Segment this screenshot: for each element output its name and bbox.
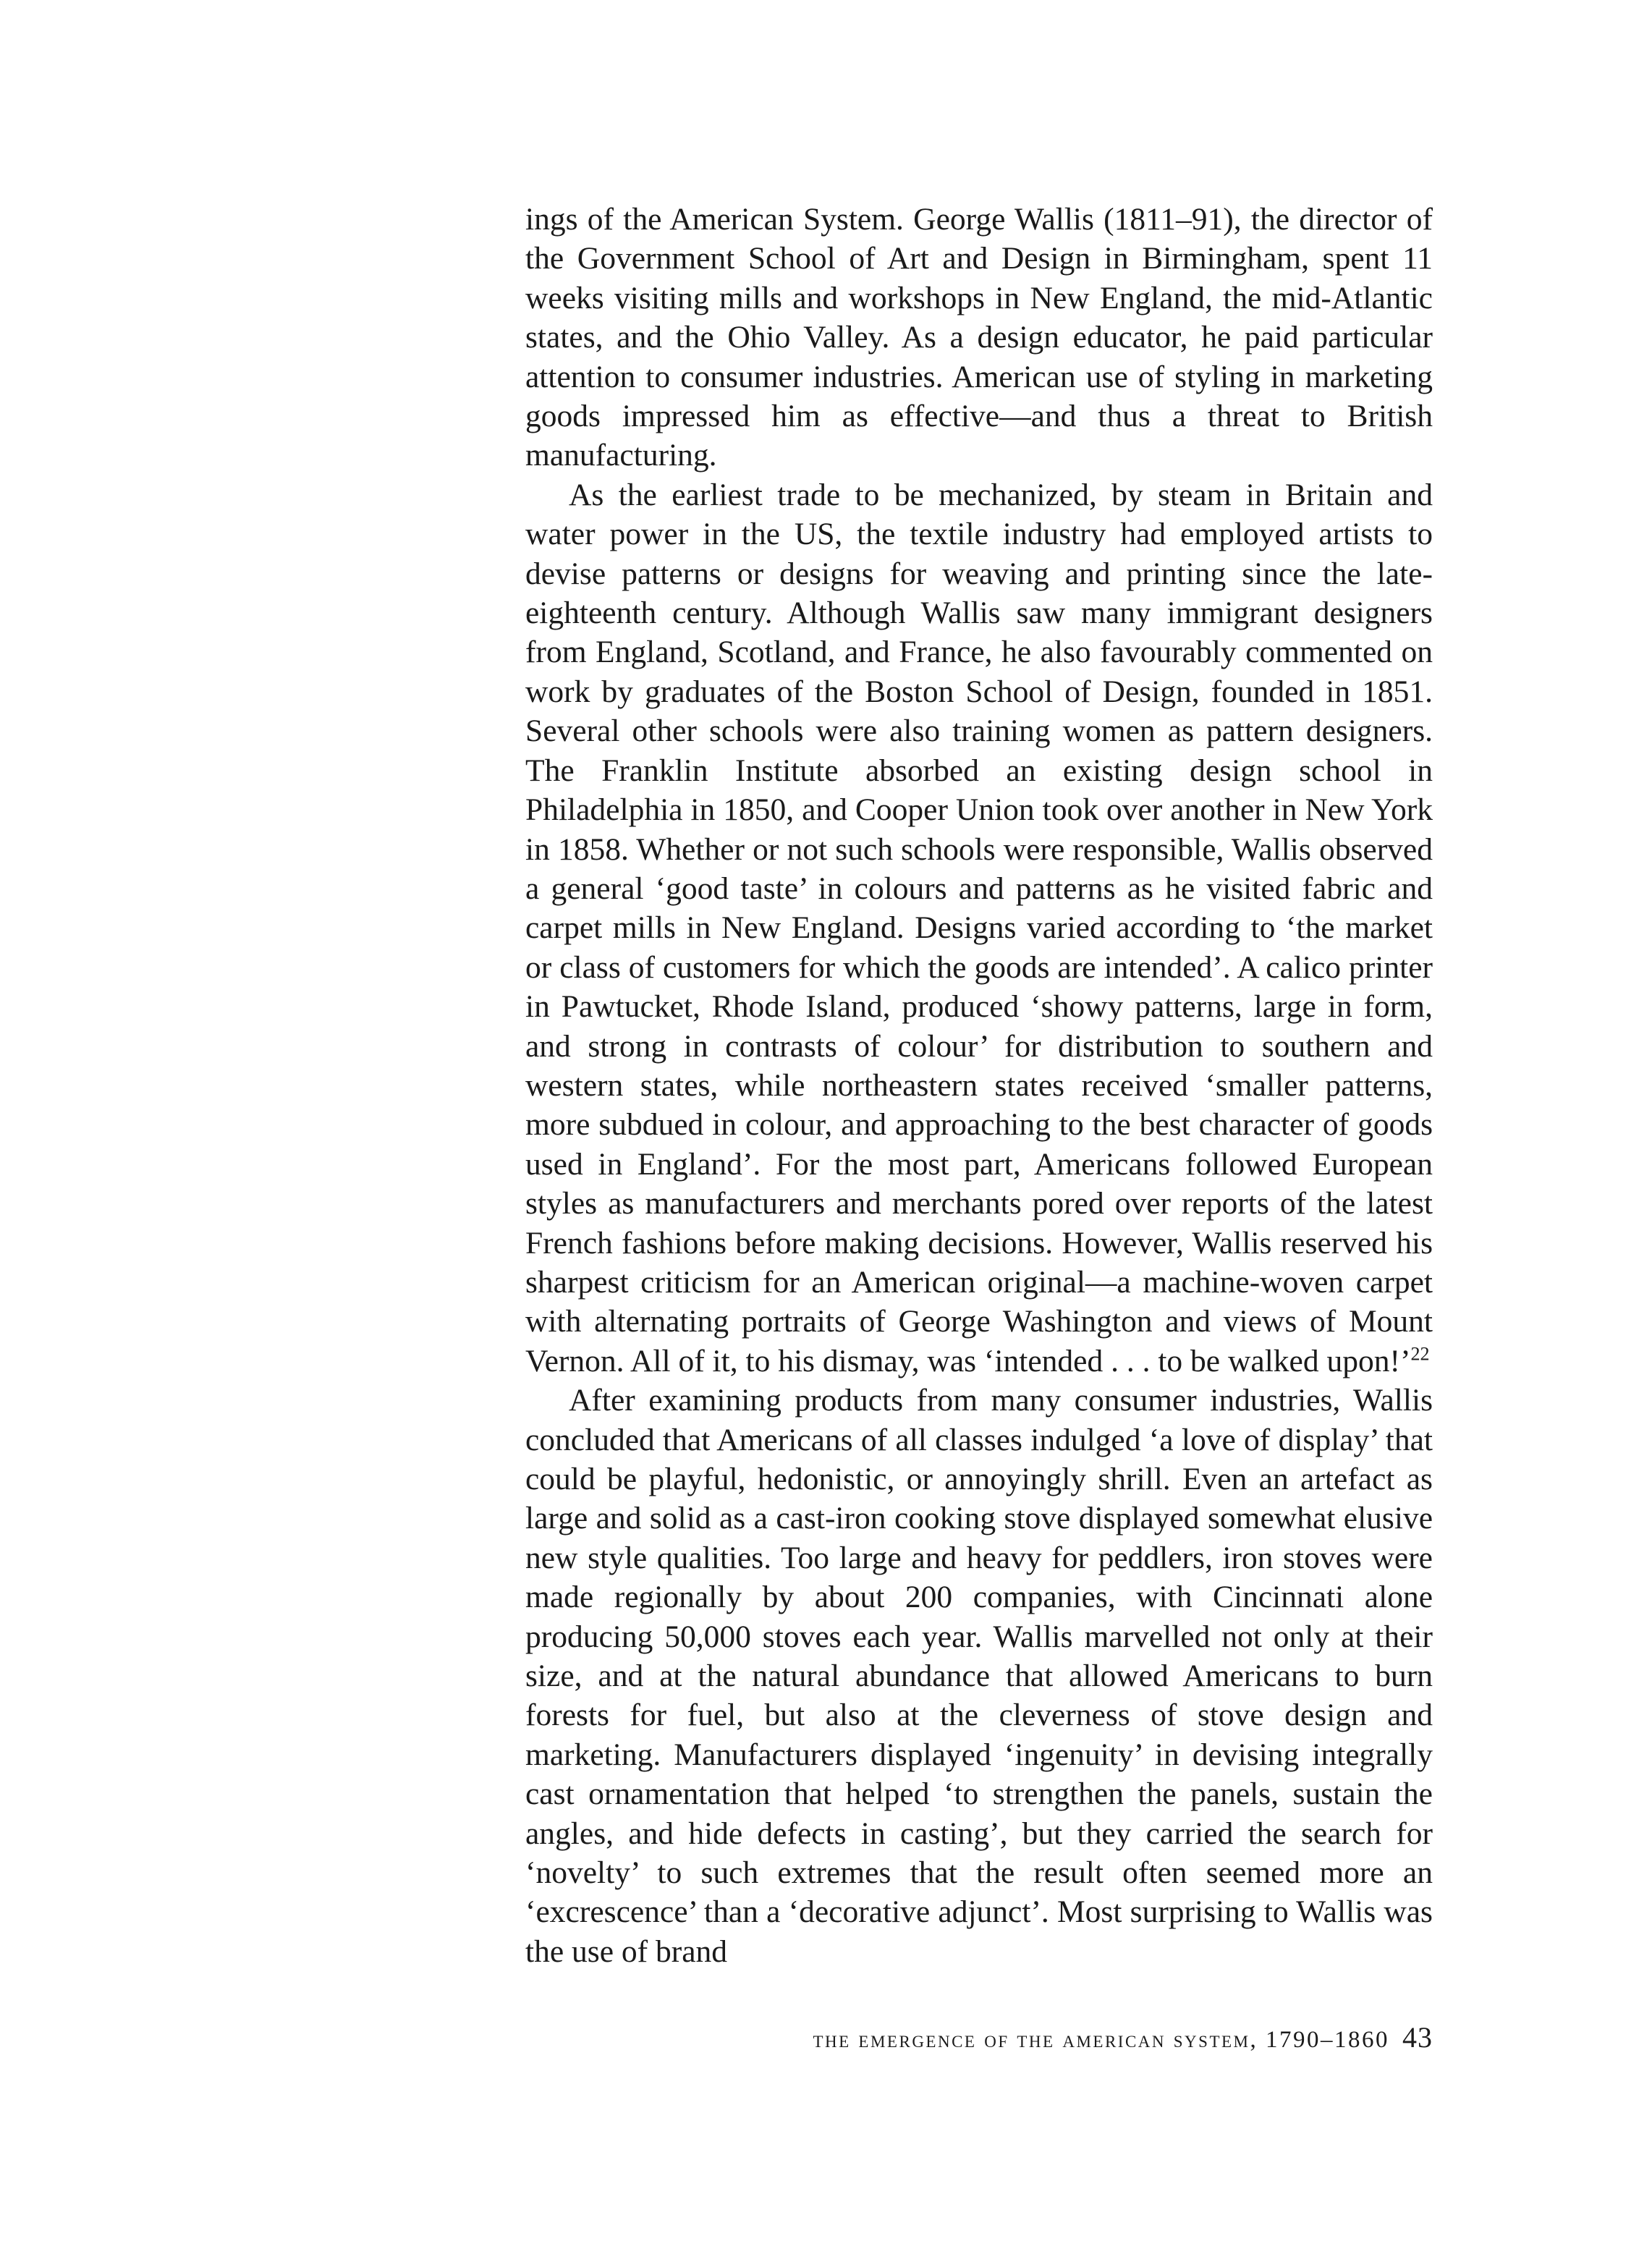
running-title: the emergence of the american system, 1790–1860 xyxy=(813,2027,1389,2053)
paragraph-1: ings of the American System. George Wallis (1811–91), the director of the Government School of Art and Design in Birmingham, spent 11 weeks visiting mills and workshops in New England, the mid-Atlantic states, and the Ohio Valley. As a design educator, he paid particular attention to consumer industries. American use of styling in marketing goods impressed him as effective—and thus a threat to British manufacturing. xyxy=(525,202,1433,473)
footnote-ref-22[interactable]: 22 xyxy=(1410,1343,1430,1365)
paragraph-2 xyxy=(525,475,1433,1381)
page-number: 43 xyxy=(1402,2021,1433,2054)
paragraph-2-text: As the earliest trade to be mechanized, by steam in Britain and water power in the US, the textile industry had employed artists to devise patterns or designs for weaving and printing since the late-eighteenth century. Although Wallis saw many immigrant designers from England, Scotland, and France, he also favourably commented on work by graduates of the Boston School of Design, founded in 1851. Several other schools were also training women as pattern designers. The Franklin Institute absorbed an existing design school in Philadelphia in 1850, and Cooper Union took over another in New York in 1858. Whether or not such schools were responsible, Wallis observed a general ‘good taste’ in colours and patterns as he visited fabric and carpet mills in New England. Designs varied according to ‘the market or class of customers for which the goods are intended’. A calico printer in Pawtucket, Rhode Island, produced ‘showy patterns, large in form, and strong in contrasts of colour’ for distribution to southern and western states, while northeastern states received ‘smaller patterns, more subdued in colour, and approaching to the best character of goods used in England’. For the most part, Americans followed European styles as manufacturers and merchants pored over reports of the latest French fashions before making decisions. However, Wallis reserved his sharpest criticism for an American original—a machine-woven carpet with alternating portraits of George Washington and views of Mount Vernon. All of it, to his dismay, was ‘intended . . . to be walked upon!’ xyxy=(525,477,1433,1378)
running-footer xyxy=(813,2020,1433,2054)
body-text xyxy=(525,200,1433,1971)
paragraph-3: After examining products from many consumer industries, Wallis concluded that Americans of all classes indulged ‘a love of display’ that could be playful, hedonistic, or annoyingly shrill. Even an artefact as large and solid as a cast-iron cooking stove displayed somewhat elusive new style qualities. Too large and heavy for peddlers, iron stoves were made regionally by about 200 companies, with Cincinnati alone producing 50,000 stoves each year. Wallis marvelled not only at their size, and at the natural abundance that allowed Americans to burn forests for fuel, but also at the cleverness of stove design and marketing. Manufacturers displayed ‘ingenuity’ in devising integrally cast ornamentation that helped ‘to strengthen the panels, sustain the angles, and hide defects in casting’, but they carried the search for ‘novelty’ to such extremes that the result often seemed more an ‘excrescence’ than a ‘decorative adjunct’. Most surprising to Wallis was the use of brand xyxy=(525,1383,1433,1969)
